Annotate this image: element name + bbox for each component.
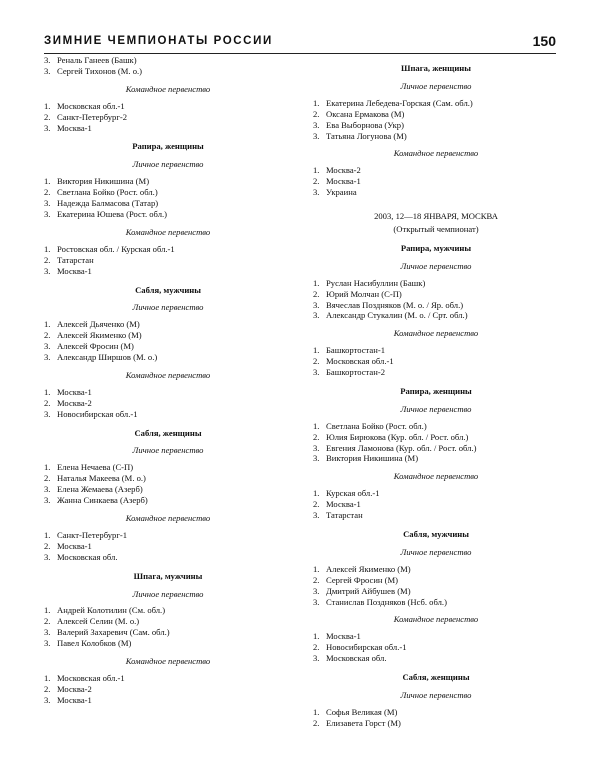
section-heading: Сабля, мужчины bbox=[135, 284, 201, 295]
result-entry bbox=[313, 642, 559, 653]
result-text: Москва-1 bbox=[326, 176, 361, 187]
result-entry bbox=[44, 684, 292, 695]
result-entry bbox=[44, 187, 292, 198]
section-heading: Шпага, мужчины bbox=[133, 570, 203, 581]
result-entry bbox=[44, 101, 292, 112]
place-number: 2. bbox=[44, 473, 51, 484]
result-entry bbox=[313, 120, 559, 131]
right-column bbox=[313, 55, 559, 729]
result-text: Евгения Ламонова (Кур. обл. / Рост. обл.) bbox=[326, 442, 477, 453]
subsection-label: Командное первенство bbox=[125, 656, 211, 667]
event-title: 2003, 12—18 ЯНВАРЯ, МОСКВА bbox=[374, 211, 498, 222]
result-entry bbox=[313, 345, 559, 356]
result-text: Екатерина Юшева (Рост. обл.) bbox=[57, 208, 167, 219]
result-entry bbox=[44, 541, 292, 552]
result-text: Ростовская обл. / Курская обл.-1 bbox=[57, 243, 175, 254]
place-number: 3. bbox=[44, 551, 51, 562]
place-number: 2. bbox=[313, 288, 320, 299]
result-entry bbox=[313, 98, 559, 109]
result-text: Валерий Захаревич (Сам. обл.) bbox=[57, 627, 170, 638]
result-text: Москва-1 bbox=[57, 122, 92, 133]
result-text: Елена Нечаева (С-П) bbox=[57, 462, 134, 473]
place-number: 3. bbox=[44, 352, 51, 363]
result-text: Москва-2 bbox=[57, 397, 92, 408]
subsection-label: Личное первенство bbox=[400, 546, 472, 557]
result-entry bbox=[44, 462, 292, 473]
subsection-label: Личное первенство bbox=[132, 445, 204, 456]
result-text: Павел Колобков (М) bbox=[57, 638, 132, 649]
result-text: Ева Выборнова (Укр) bbox=[326, 119, 404, 130]
result-text: Московская обл. bbox=[57, 551, 118, 562]
header-rule bbox=[44, 53, 556, 54]
place-number: 3. bbox=[44, 265, 51, 276]
result-text: Московская обл. bbox=[326, 653, 387, 664]
result-entry bbox=[313, 356, 559, 367]
result-text: Московская обл.-1 bbox=[57, 672, 125, 683]
result-entry bbox=[44, 209, 292, 220]
place-number: 3. bbox=[313, 510, 320, 521]
result-text: Екатерина Лебедева-Горская (Сам. обл.) bbox=[326, 97, 473, 108]
result-text: Санкт-Петербург-2 bbox=[57, 111, 128, 122]
place-number: 2. bbox=[313, 176, 320, 187]
subsection-label: Командное первенство bbox=[125, 83, 211, 94]
place-number: 3. bbox=[44, 638, 51, 649]
result-text: Москва-2 bbox=[326, 165, 361, 176]
result-text: Юлия Бирюкова (Кур. обл. / Рост. обл.) bbox=[326, 431, 469, 442]
result-text: Москва-1 bbox=[326, 499, 361, 510]
result-text: Софья Великая (М) bbox=[326, 706, 398, 717]
place-number: 3. bbox=[313, 653, 320, 664]
place-number: 3. bbox=[44, 495, 51, 506]
result-entry bbox=[44, 495, 292, 506]
subsection-label: Личное первенство bbox=[132, 159, 204, 170]
place-number: 1. bbox=[313, 97, 320, 108]
result-entry bbox=[44, 616, 292, 627]
result-text: Курская обл.-1 bbox=[326, 488, 380, 499]
place-number: 2. bbox=[44, 187, 51, 198]
place-number: 3. bbox=[313, 187, 320, 198]
place-number: 1. bbox=[313, 706, 320, 717]
place-number: 3. bbox=[313, 310, 320, 321]
subsection-label: Личное первенство bbox=[400, 689, 472, 700]
result-entry bbox=[313, 453, 559, 464]
result-entry bbox=[313, 131, 559, 142]
result-entry bbox=[313, 597, 559, 608]
place-number: 2. bbox=[44, 397, 51, 408]
place-number: 1. bbox=[44, 672, 51, 683]
result-entry bbox=[44, 123, 292, 134]
running-title: ЗИМНИЕ ЧЕМПИОНАТЫ РОССИИ bbox=[44, 35, 273, 47]
result-entry bbox=[44, 255, 292, 266]
place-number: 3. bbox=[44, 341, 51, 352]
result-text: Руслан Насибуллин (Башк) bbox=[326, 277, 426, 288]
result-text: Андрей Колотилин (См. обл.) bbox=[57, 605, 166, 616]
result-text: Москва-1 bbox=[57, 265, 92, 276]
left-column bbox=[44, 55, 292, 706]
result-entry bbox=[44, 605, 292, 616]
place-number: 3. bbox=[313, 453, 320, 464]
result-entry bbox=[44, 266, 292, 277]
place-number: 2. bbox=[313, 642, 320, 653]
result-entry bbox=[313, 187, 559, 198]
result-entry bbox=[313, 176, 559, 187]
result-entry bbox=[44, 409, 292, 420]
result-entry bbox=[44, 673, 292, 684]
result-entry bbox=[44, 66, 292, 77]
place-number: 3. bbox=[44, 208, 51, 219]
result-entry bbox=[44, 330, 292, 341]
section-heading: Рапира, мужчины bbox=[400, 242, 472, 253]
place-number: 1. bbox=[313, 488, 320, 499]
result-text: Виктория Никишина (М) bbox=[326, 453, 419, 464]
result-entry bbox=[313, 488, 559, 499]
place-number: 3. bbox=[44, 55, 51, 65]
result-text: Украина bbox=[326, 187, 357, 198]
place-number: 1. bbox=[313, 563, 320, 574]
result-entry bbox=[313, 432, 559, 443]
section-heading: Рапира, женщины bbox=[400, 385, 472, 396]
subsection-label: Личное первенство bbox=[400, 80, 472, 91]
result-text: Москва-1 bbox=[57, 386, 92, 397]
subsection-label: Командное первенство bbox=[125, 226, 211, 237]
result-text: Светлана Бойко (Рост. обл.) bbox=[326, 420, 427, 431]
place-number: 2. bbox=[313, 108, 320, 119]
result-entry bbox=[44, 198, 292, 209]
place-number: 3. bbox=[44, 198, 51, 209]
result-text: Татарстан bbox=[57, 254, 94, 265]
place-number: 3. bbox=[313, 367, 320, 378]
place-number: 3. bbox=[313, 596, 320, 607]
place-number: 1. bbox=[44, 529, 51, 540]
place-number: 3. bbox=[313, 585, 320, 596]
place-number: 1. bbox=[44, 176, 51, 187]
result-entry bbox=[313, 421, 559, 432]
result-entry bbox=[313, 278, 559, 289]
result-entry bbox=[313, 443, 559, 454]
result-text: Алексей Фросин (М) bbox=[57, 341, 134, 352]
result-text: Оксана Ермакова (М) bbox=[326, 108, 405, 119]
place-number: 1. bbox=[44, 462, 51, 473]
place-number: 3. bbox=[44, 408, 51, 419]
result-text: Вячеслав Поздняков (М. о. / Яр. обл.) bbox=[326, 299, 464, 310]
result-entry bbox=[313, 165, 559, 176]
place-number: 1. bbox=[313, 420, 320, 431]
result-text: Станислав Поздняков (Нсб. обл.) bbox=[326, 596, 447, 607]
place-number: 2. bbox=[313, 499, 320, 510]
place-number: 1. bbox=[44, 605, 51, 616]
result-entry bbox=[313, 586, 559, 597]
subsection-label: Личное первенство bbox=[400, 260, 472, 271]
place-number: 3. bbox=[44, 122, 51, 133]
place-number: 3. bbox=[44, 627, 51, 638]
result-text: Александр Ширшов (М. о.) bbox=[57, 352, 158, 363]
result-text: Московская обл.-1 bbox=[326, 356, 394, 367]
subsection-label: Командное первенство bbox=[393, 614, 479, 625]
result-entry bbox=[44, 484, 292, 495]
page-number: 150 bbox=[532, 33, 556, 49]
place-number: 3. bbox=[313, 119, 320, 130]
result-entry bbox=[313, 289, 559, 300]
result-entry bbox=[44, 398, 292, 409]
place-number: 1. bbox=[44, 100, 51, 111]
result-text: Жанна Синкаева (Азерб) bbox=[57, 495, 148, 506]
section-heading: Сабля, мужчины bbox=[403, 529, 469, 539]
result-text: Юрий Молчан (С-П) bbox=[326, 288, 402, 299]
section-heading: Шпага, женщины bbox=[401, 63, 471, 73]
result-entry bbox=[313, 631, 559, 642]
subsection-label: Командное первенство bbox=[125, 513, 211, 523]
result-entry bbox=[44, 530, 292, 541]
place-number: 1. bbox=[313, 345, 320, 356]
result-entry bbox=[313, 718, 559, 729]
result-entry bbox=[313, 367, 559, 378]
place-number: 3. bbox=[313, 442, 320, 453]
place-number: 1. bbox=[313, 277, 320, 288]
place-number: 3. bbox=[313, 130, 320, 141]
subsection-label: Личное первенство bbox=[132, 588, 204, 599]
place-number: 3. bbox=[44, 484, 51, 495]
place-number: 2. bbox=[313, 717, 320, 728]
result-text: Алексей Дьяченко (М) bbox=[57, 319, 140, 330]
place-number: 1. bbox=[44, 319, 51, 330]
subsection-label: Личное первенство bbox=[400, 403, 472, 414]
place-number: 2. bbox=[313, 356, 320, 367]
result-entry bbox=[313, 564, 559, 575]
result-entry bbox=[44, 387, 292, 398]
event-title: (Открытый чемпионат) bbox=[393, 223, 479, 234]
place-number: 3. bbox=[44, 65, 51, 76]
subsection-label: Командное первенство bbox=[393, 148, 479, 159]
place-number: 2. bbox=[44, 683, 51, 694]
result-text: Александр Стукалин (М. о. / Срт. обл.) bbox=[326, 310, 468, 321]
result-entry bbox=[44, 176, 292, 187]
result-entry bbox=[313, 575, 559, 586]
section-heading: Сабля, женщины bbox=[402, 672, 470, 683]
result-entry bbox=[44, 638, 292, 649]
result-entry bbox=[44, 473, 292, 484]
place-number: 1. bbox=[313, 631, 320, 642]
result-entry bbox=[44, 695, 292, 706]
result-text: Москва-1 bbox=[57, 694, 92, 705]
result-text: Татарстан bbox=[326, 510, 363, 521]
result-text: Новосибирская обл.-1 bbox=[326, 642, 407, 653]
result-text: Новосибирская обл.-1 bbox=[57, 408, 138, 419]
result-text: Москва-2 bbox=[57, 683, 92, 694]
subsection-label: Командное первенство bbox=[125, 369, 211, 380]
place-number: 2. bbox=[44, 616, 51, 627]
result-entry bbox=[44, 319, 292, 330]
result-text: Светлана Бойко (Рост. обл.) bbox=[57, 187, 158, 198]
result-entry bbox=[44, 244, 292, 255]
result-text: Московская обл.-1 bbox=[57, 100, 125, 111]
result-entry bbox=[44, 627, 292, 638]
place-number: 1. bbox=[313, 165, 320, 176]
result-text: Виктория Никишина (М) bbox=[57, 176, 150, 187]
result-text: Москва-1 bbox=[326, 631, 361, 642]
result-text: Алексей Якименко (М) bbox=[57, 330, 142, 341]
page-header bbox=[44, 33, 556, 53]
place-number: 1. bbox=[44, 243, 51, 254]
result-text: Наталья Макеева (М. о.) bbox=[57, 473, 146, 484]
place-number: 3. bbox=[44, 694, 51, 705]
result-entry bbox=[44, 352, 292, 363]
result-entry bbox=[313, 510, 559, 521]
subsection-label: Командное первенство bbox=[393, 328, 479, 339]
result-text: Алексей Селин (М. о.) bbox=[57, 616, 140, 627]
place-number: 2. bbox=[44, 254, 51, 265]
result-entry bbox=[44, 341, 292, 352]
result-entry bbox=[313, 707, 559, 718]
place-number: 2. bbox=[44, 330, 51, 341]
result-text: Санкт-Петербург-1 bbox=[57, 529, 128, 540]
result-text: Елена Жемаева (Азерб) bbox=[57, 484, 143, 495]
place-number: 1. bbox=[44, 386, 51, 397]
result-text: Алексей Якименко (М) bbox=[326, 563, 411, 574]
place-number: 2. bbox=[44, 540, 51, 551]
subsection-label: Командное первенство bbox=[393, 471, 479, 482]
place-number: 2. bbox=[44, 111, 51, 122]
result-entry bbox=[44, 55, 292, 66]
result-text: Елизавета Горст (М) bbox=[326, 717, 401, 728]
place-number: 2. bbox=[313, 574, 320, 585]
result-entry bbox=[313, 653, 559, 664]
place-number: 3. bbox=[313, 299, 320, 310]
result-text: Надежда Балмасова (Татар) bbox=[57, 198, 159, 209]
result-entry bbox=[313, 310, 559, 321]
result-text: Татьяна Логунова (М) bbox=[326, 130, 407, 141]
section-heading: Сабля, женщины bbox=[134, 427, 202, 438]
result-text: Башкортостан-2 bbox=[326, 367, 385, 378]
result-text: Башкортостан-1 bbox=[326, 345, 385, 356]
result-entry bbox=[313, 300, 559, 311]
section-heading: Рапира, женщины bbox=[132, 141, 204, 152]
result-text: Сергей Фросин (М) bbox=[326, 574, 399, 585]
subsection-label: Личное первенство bbox=[132, 302, 204, 313]
result-text: Реналь Ганеев (Башк) bbox=[57, 55, 137, 65]
result-entry bbox=[313, 499, 559, 510]
place-number: 2. bbox=[313, 431, 320, 442]
result-entry bbox=[44, 552, 292, 563]
result-text: Сергей Тихонов (М. о.) bbox=[57, 65, 143, 76]
result-entry bbox=[313, 109, 559, 120]
result-text: Москва-1 bbox=[57, 540, 92, 551]
result-entry bbox=[44, 112, 292, 123]
result-text: Дмитрий Айбушев (М) bbox=[326, 585, 411, 596]
